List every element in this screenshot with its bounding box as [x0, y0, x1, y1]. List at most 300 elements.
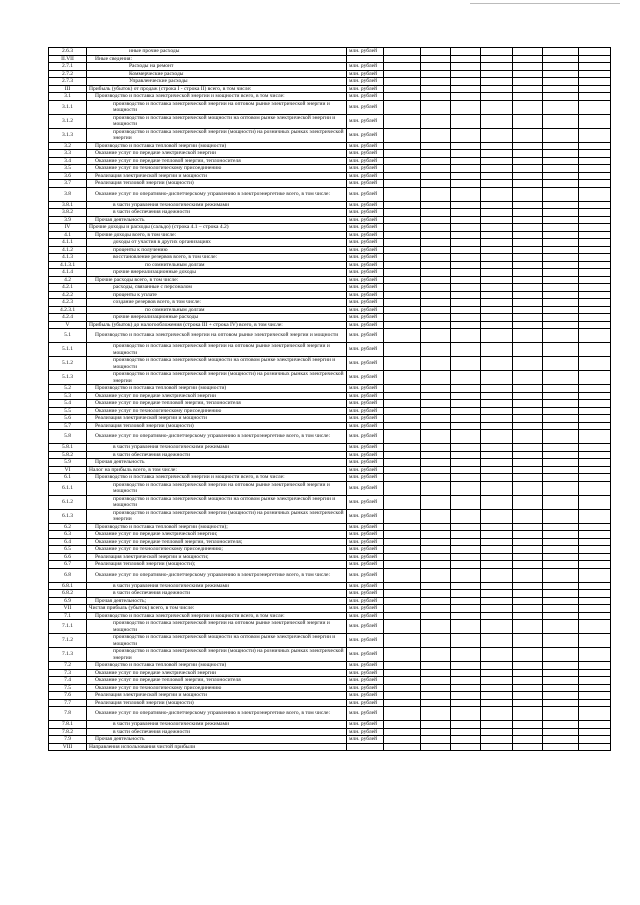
value-cell: [384, 721, 421, 729]
value-cell: [451, 634, 481, 648]
value-cell: [421, 142, 451, 150]
row-label: Производство и поставка электрической энергии и мощности всего, в том числе:: [87, 612, 347, 620]
value-cell: [451, 561, 481, 569]
table-row: [49, 371, 611, 385]
row-label: Оказание услуг по технологическому присоединению;: [87, 546, 347, 554]
value-cell: [543, 254, 579, 262]
table-row: [49, 451, 611, 459]
value-cell: [384, 93, 421, 101]
value-cell: [481, 70, 513, 78]
value-cell: [421, 209, 451, 217]
value-cell: [451, 114, 481, 128]
value-cell: [421, 648, 451, 662]
unit-cell: млн. рублей: [347, 648, 384, 662]
value-cell: [481, 546, 513, 554]
table-row: [49, 114, 611, 128]
value-cell: [579, 142, 611, 150]
row-label: производство и поставка электрической мощности на оптовом рынке электрической энергии и мощности: [87, 634, 347, 648]
unit-cell: млн. рублей: [347, 114, 384, 128]
value-cell: [451, 590, 481, 598]
row-number: 7.9: [49, 736, 87, 744]
value-cell: [384, 561, 421, 569]
value-cell: [384, 55, 421, 63]
value-cell: [543, 451, 579, 459]
value-cell: [579, 523, 611, 531]
value-cell: [513, 299, 543, 307]
value-cell: [384, 743, 421, 751]
value-cell: [384, 634, 421, 648]
unit-cell: млн. рублей: [347, 721, 384, 729]
value-cell: [384, 201, 421, 209]
unit-cell: млн. рублей: [347, 246, 384, 254]
value-cell: [543, 180, 579, 188]
value-cell: [513, 466, 543, 474]
row-number: 5.8.2: [49, 451, 87, 459]
value-cell: [579, 400, 611, 408]
table-row: [49, 474, 611, 482]
value-cell: [384, 662, 421, 670]
table-row: [49, 561, 611, 569]
row-number: 7.1: [49, 612, 87, 620]
value-cell: [543, 142, 579, 150]
table-row: [49, 261, 611, 269]
value-cell: [481, 114, 513, 128]
value-cell: [543, 648, 579, 662]
value-cell: [513, 201, 543, 209]
row-number: 6.6: [49, 553, 87, 561]
value-cell: [384, 531, 421, 539]
value-cell: [579, 692, 611, 700]
value-cell: [579, 284, 611, 292]
value-cell: [513, 246, 543, 254]
value-cell: [421, 605, 451, 613]
value-cell: [384, 451, 421, 459]
value-cell: [481, 187, 513, 201]
value-cell: [384, 306, 421, 314]
value-cell: [579, 582, 611, 590]
unit-cell: млн. рублей: [347, 684, 384, 692]
value-cell: [513, 357, 543, 371]
value-cell: [579, 662, 611, 670]
row-label: Оказание услуг по технологическому присоединению: [87, 407, 347, 415]
row-label: Прочие расходы всего, в том числе:: [87, 276, 347, 284]
unit-cell: млн. рублей: [347, 150, 384, 158]
value-cell: [421, 634, 451, 648]
value-cell: [481, 329, 513, 343]
value-cell: [421, 444, 451, 452]
value-cell: [384, 269, 421, 277]
value-cell: [481, 180, 513, 188]
row-number: 3.8.1: [49, 201, 87, 209]
value-cell: [451, 495, 481, 509]
row-number: 7.8.2: [49, 728, 87, 736]
value-cell: [451, 707, 481, 721]
table-row: [49, 531, 611, 539]
value-cell: [579, 165, 611, 173]
value-cell: [451, 224, 481, 232]
value-cell: [579, 231, 611, 239]
value-cell: [513, 128, 543, 142]
value-cell: [384, 150, 421, 158]
unit-cell: млн. рублей: [347, 597, 384, 605]
value-cell: [481, 523, 513, 531]
row-number: 5.5: [49, 407, 87, 415]
table-row: [49, 546, 611, 554]
value-cell: [481, 269, 513, 277]
value-cell: [579, 474, 611, 482]
table-row: [49, 523, 611, 531]
value-cell: [421, 474, 451, 482]
value-cell: [481, 246, 513, 254]
row-number: 5.8: [49, 430, 87, 444]
value-cell: [543, 261, 579, 269]
value-cell: [451, 736, 481, 744]
value-cell: [384, 329, 421, 343]
row-number: II.VII: [49, 55, 87, 63]
row-number: 5.1: [49, 329, 87, 343]
unit-cell: млн. рублей: [347, 165, 384, 173]
row-number: 6.1: [49, 474, 87, 482]
table-row: [49, 224, 611, 232]
value-cell: [421, 201, 451, 209]
value-cell: [451, 357, 481, 371]
unit-cell: млн. рублей: [347, 677, 384, 685]
value-cell: [421, 63, 451, 71]
value-cell: [384, 407, 421, 415]
row-label: производство и поставка электрической энергии на оптовом рынке электрической энергии и мощности: [87, 100, 347, 114]
value-cell: [513, 692, 543, 700]
value-cell: [384, 314, 421, 322]
value-cell: [481, 597, 513, 605]
unit-cell: млн. рублей: [347, 459, 384, 467]
row-number: 6.5: [49, 546, 87, 554]
value-cell: [384, 546, 421, 554]
value-cell: [384, 728, 421, 736]
value-cell: [513, 172, 543, 180]
value-cell: [513, 553, 543, 561]
unit-cell: млн. рублей: [347, 254, 384, 262]
value-cell: [513, 612, 543, 620]
value-cell: [579, 172, 611, 180]
value-cell: [481, 743, 513, 751]
value-cell: [421, 93, 451, 101]
value-cell: [513, 392, 543, 400]
value-cell: [481, 459, 513, 467]
value-cell: [543, 444, 579, 452]
table-row: [49, 216, 611, 224]
unit-cell: млн. рублей: [347, 172, 384, 180]
value-cell: [451, 721, 481, 729]
table-row: [49, 314, 611, 322]
row-number: 4.1.4: [49, 269, 87, 277]
row-number: 6.8.2: [49, 590, 87, 598]
table-row: [49, 684, 611, 692]
row-number: 7.1.3: [49, 648, 87, 662]
value-cell: [451, 269, 481, 277]
unit-cell: млн. рублей: [347, 284, 384, 292]
value-cell: [513, 407, 543, 415]
table-row: [49, 385, 611, 393]
value-cell: [481, 728, 513, 736]
row-label: Оказание услуг по передаче тепловой энергии, теплоносителя: [87, 157, 347, 165]
value-cell: [451, 371, 481, 385]
value-cell: [543, 343, 579, 357]
value-cell: [579, 93, 611, 101]
value-cell: [481, 736, 513, 744]
value-cell: [481, 142, 513, 150]
table-row: [49, 597, 611, 605]
unit-cell: млн. рублей: [347, 187, 384, 201]
value-cell: [451, 612, 481, 620]
table-row: [49, 590, 611, 598]
unit-cell: млн. рублей: [347, 669, 384, 677]
value-cell: [384, 78, 421, 86]
value-cell: [481, 216, 513, 224]
row-number: 5.4: [49, 400, 87, 408]
value-cell: [481, 93, 513, 101]
value-cell: [543, 612, 579, 620]
value-cell: [421, 736, 451, 744]
unit-cell: млн. рублей: [347, 736, 384, 744]
value-cell: [384, 224, 421, 232]
value-cell: [421, 284, 451, 292]
value-cell: [481, 538, 513, 546]
value-cell: [384, 400, 421, 408]
value-cell: [421, 224, 451, 232]
unit-cell: млн. рублей: [347, 269, 384, 277]
value-cell: [513, 451, 543, 459]
value-cell: [421, 150, 451, 158]
row-number: 7.4: [49, 677, 87, 685]
table-row: [49, 605, 611, 613]
value-cell: [543, 78, 579, 86]
value-cell: [421, 430, 451, 444]
value-cell: [481, 590, 513, 598]
value-cell: [451, 306, 481, 314]
value-cell: [384, 597, 421, 605]
unit-cell: млн. рублей: [347, 400, 384, 408]
unit-cell: млн. рублей: [347, 561, 384, 569]
value-cell: [421, 180, 451, 188]
value-cell: [481, 239, 513, 247]
value-cell: [579, 114, 611, 128]
value-cell: [481, 291, 513, 299]
unit-cell: млн. рублей: [347, 538, 384, 546]
row-label: Иные сведения:: [87, 55, 347, 63]
value-cell: [421, 172, 451, 180]
row-number: 5.6: [49, 415, 87, 423]
value-cell: [451, 474, 481, 482]
value-cell: [481, 605, 513, 613]
value-cell: [513, 415, 543, 423]
value-cell: [384, 371, 421, 385]
row-number: 7.1.1: [49, 620, 87, 634]
value-cell: [543, 662, 579, 670]
unit-cell: млн. рублей: [347, 343, 384, 357]
unit-cell: млн. рублей: [347, 261, 384, 269]
value-cell: [513, 684, 543, 692]
row-number: 7.6: [49, 692, 87, 700]
row-number: 3.1.2: [49, 114, 87, 128]
value-cell: [513, 114, 543, 128]
value-cell: [421, 451, 451, 459]
value-cell: [421, 187, 451, 201]
row-label: Реализация тепловой энергии (мощности): [87, 699, 347, 707]
table-row: [49, 157, 611, 165]
value-cell: [384, 128, 421, 142]
unit-cell: млн. рублей: [347, 216, 384, 224]
value-cell: [481, 165, 513, 173]
value-cell: [451, 284, 481, 292]
value-cell: [421, 246, 451, 254]
value-cell: [481, 392, 513, 400]
value-cell: [579, 261, 611, 269]
value-cell: [513, 70, 543, 78]
value-cell: [384, 590, 421, 598]
value-cell: [513, 306, 543, 314]
value-cell: [543, 597, 579, 605]
table-row: [49, 728, 611, 736]
value-cell: [421, 100, 451, 114]
row-number: 5.2: [49, 385, 87, 393]
value-cell: [384, 459, 421, 467]
row-number: III: [49, 85, 87, 93]
value-cell: [451, 385, 481, 393]
unit-cell: млн. рублей: [347, 509, 384, 523]
value-cell: [543, 699, 579, 707]
row-number: 5.8.1: [49, 444, 87, 452]
value-cell: [451, 459, 481, 467]
value-cell: [384, 481, 421, 495]
value-cell: [543, 605, 579, 613]
value-cell: [421, 314, 451, 322]
row-label: Производство и поставка электрической энергии и мощности всего, в том числе:: [87, 93, 347, 101]
value-cell: [579, 451, 611, 459]
table-row: [49, 85, 611, 93]
table-row: [49, 568, 611, 582]
value-cell: [451, 216, 481, 224]
value-cell: [543, 430, 579, 444]
value-cell: [384, 180, 421, 188]
value-cell: [543, 93, 579, 101]
table-row: [49, 306, 611, 314]
value-cell: [421, 239, 451, 247]
value-cell: [384, 276, 421, 284]
value-cell: [481, 495, 513, 509]
value-cell: [543, 321, 579, 329]
value-cell: [579, 707, 611, 721]
value-cell: [513, 180, 543, 188]
row-number: 3.6: [49, 172, 87, 180]
row-number: V: [49, 321, 87, 329]
value-cell: [384, 474, 421, 482]
table-row: [49, 677, 611, 685]
table-row: [49, 246, 611, 254]
value-cell: [451, 620, 481, 634]
value-cell: [451, 128, 481, 142]
table-row: [49, 357, 611, 371]
value-cell: [513, 605, 543, 613]
value-cell: [543, 728, 579, 736]
unit-cell: млн. рублей: [347, 100, 384, 114]
table-row: [49, 276, 611, 284]
value-cell: [384, 187, 421, 201]
table-row: [49, 743, 611, 751]
row-label: Оказание услуг по передаче тепловой энергии, теплоносителя: [87, 677, 347, 685]
row-label: Реализация электрической энергии и мощности;: [87, 553, 347, 561]
table-row: [49, 329, 611, 343]
row-label: производство и поставка электрической энергии (мощности) на розничных рынках электрической энергии: [87, 128, 347, 142]
value-cell: [543, 269, 579, 277]
value-cell: [543, 246, 579, 254]
table-row: [49, 321, 611, 329]
value-cell: [451, 546, 481, 554]
value-cell: [543, 371, 579, 385]
value-cell: [384, 736, 421, 744]
value-cell: [421, 254, 451, 262]
row-label: Производство и поставка тепловой энергии (мощности): [87, 662, 347, 670]
value-cell: [384, 669, 421, 677]
table-row: [49, 239, 611, 247]
value-cell: [451, 172, 481, 180]
table-row: [49, 620, 611, 634]
row-label: Оказание услуг по оперативно-диспетчерскому управлению в электроэнергетике всего, в том числе:: [87, 707, 347, 721]
row-number: 7.7: [49, 699, 87, 707]
row-label: производство и поставка электрической мощности на оптовом рынке электрической энергии и мощности: [87, 495, 347, 509]
value-cell: [579, 150, 611, 158]
unit-cell: млн. рублей: [347, 239, 384, 247]
row-label: Оказание услуг по передаче электрической энергии;: [87, 531, 347, 539]
value-cell: [451, 314, 481, 322]
unit-cell: млн. рублей: [347, 692, 384, 700]
value-cell: [543, 509, 579, 523]
unit-cell: млн. рублей: [347, 85, 384, 93]
value-cell: [481, 669, 513, 677]
value-cell: [451, 180, 481, 188]
value-cell: [513, 743, 543, 751]
row-number: 3.3: [49, 150, 87, 158]
value-cell: [543, 299, 579, 307]
table-row: [49, 612, 611, 620]
value-cell: [481, 254, 513, 262]
value-cell: [513, 634, 543, 648]
value-cell: [451, 100, 481, 114]
table-row: [49, 100, 611, 114]
row-label: в части управления технологическими режимами: [87, 582, 347, 590]
value-cell: [384, 495, 421, 509]
value-cell: [481, 400, 513, 408]
value-cell: [421, 55, 451, 63]
value-cell: [579, 157, 611, 165]
row-label: в части управления технологическими режимами: [87, 201, 347, 209]
value-cell: [384, 114, 421, 128]
value-cell: [513, 728, 543, 736]
value-cell: [421, 216, 451, 224]
value-cell: [579, 187, 611, 201]
value-cell: [451, 422, 481, 430]
value-cell: [513, 209, 543, 217]
unit-cell: млн. рублей: [347, 546, 384, 554]
table-row: [49, 407, 611, 415]
table-row: [49, 669, 611, 677]
row-number: 5.7: [49, 422, 87, 430]
unit-cell: млн. рублей: [347, 63, 384, 71]
value-cell: [543, 531, 579, 539]
table-row: [49, 172, 611, 180]
row-label: Реализация электрической энергии и мощности: [87, 415, 347, 423]
value-cell: [513, 568, 543, 582]
value-cell: [513, 55, 543, 63]
